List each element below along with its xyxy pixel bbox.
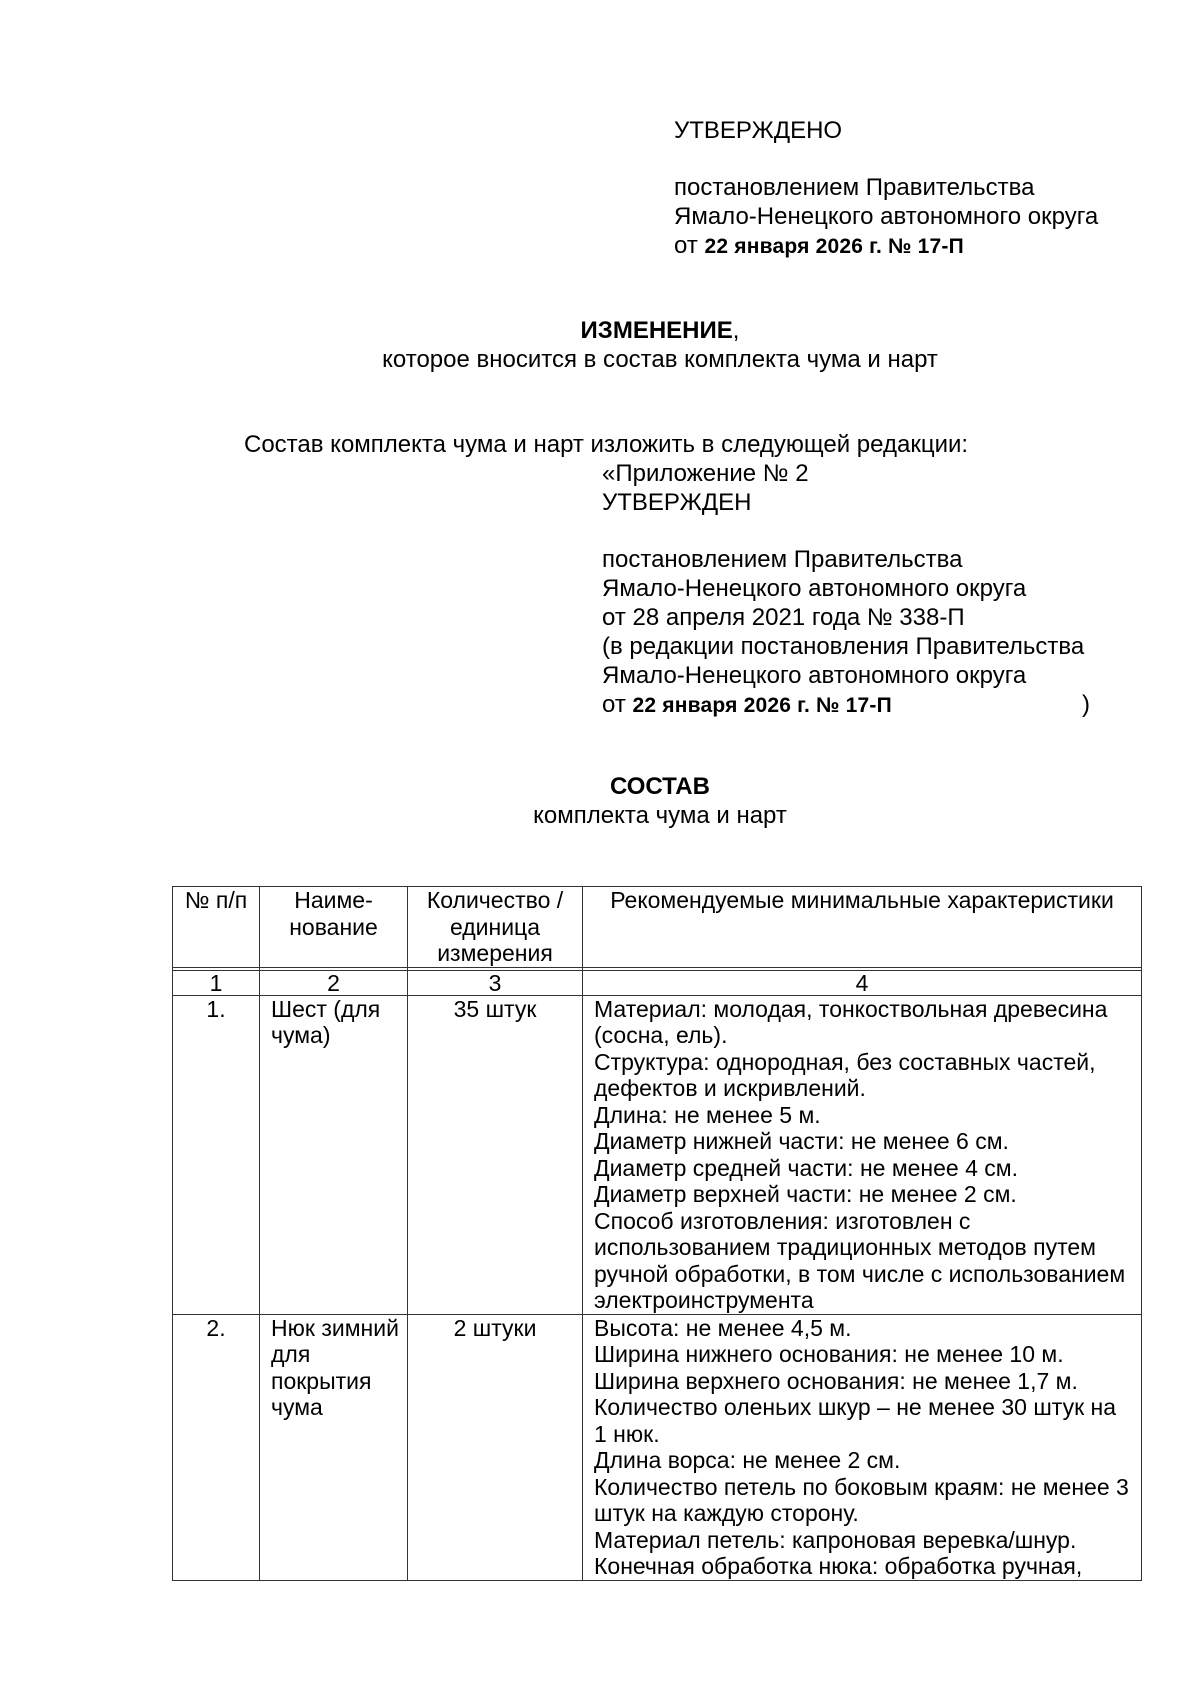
composition-title: СОСТАВ [610, 773, 710, 800]
row-name: Шест (для чума) [260, 995, 408, 1314]
spec-line: Ширина верхнего основания: не менее 1,7 м. [594, 1367, 1078, 1394]
spec-line: Ширина нижнего основания: не менее 10 м. [594, 1341, 1064, 1367]
column-number-1: 1 [173, 970, 260, 995]
appendix-block [602, 459, 1172, 720]
approval-line-2: Ямало-Ненецкого автономного округа [674, 203, 1099, 230]
row-number: 2. [173, 1314, 260, 1580]
appendix-line-6: (в редакции постановления Правительства [602, 633, 1085, 660]
row-characteristics [583, 1314, 1142, 1580]
composition-table [172, 886, 1142, 1581]
approval-line-1: постановлением Правительства [674, 174, 1035, 201]
table-row [173, 995, 1142, 1314]
appendix-date-prefix: от [602, 691, 626, 718]
change-title-suffix: , [732, 317, 740, 344]
header-number: № п/п [173, 887, 260, 968]
column-number-3: 3 [408, 970, 583, 995]
change-subtitle: которое вносится в состав комплекта чума и нарт [382, 346, 938, 373]
appendix-line-2: УТВЕРЖДЕН [602, 489, 752, 516]
spec-line: Высота: не менее 4,5 м. [594, 1314, 852, 1341]
spec-line: Количество оленьих шкур – не менее 30 штук на 1 нюк. [594, 1394, 1117, 1447]
spec-line: Диаметр верхней части: не менее 2 см. [594, 1181, 1017, 1207]
change-heading [0, 316, 1200, 374]
header-characteristics: Рекомендуемые минимальные характеристики [583, 887, 1142, 968]
spec-line: Длина: не менее 5 м. [594, 1101, 821, 1128]
table-row [173, 1314, 1142, 1580]
spec-line: Материал: молодая, тонкоствольная древесина (сосна, ель). [594, 995, 1108, 1048]
column-number-4: 4 [583, 970, 1142, 995]
approval-block [674, 116, 1174, 261]
appendix-line-1: «Приложение № 2 [602, 460, 809, 487]
spec-line: Материал петель: капроновая веревка/шнур. [594, 1526, 1077, 1553]
appendix-closing-paren: ) [1082, 691, 1090, 718]
spec-line: Количество петель по боковым краям: не менее 3 штук на каждую сторону. [594, 1473, 1129, 1526]
header-quantity: Количество /единица измерения [408, 887, 583, 968]
column-number-row [173, 970, 1142, 995]
approval-date-stamp: 22 января 2026 г. № 17-П [704, 235, 964, 258]
spec-line: Диаметр нижней части: не менее 6 см. [594, 1128, 1009, 1154]
table-header-row [173, 887, 1142, 968]
approval-date-line [674, 231, 1174, 261]
approval-heading: УТВЕРЖДЕНО [674, 117, 843, 144]
approval-date-prefix: от [674, 232, 698, 259]
intro-text: Состав комплекта чума и нарт изложить в следующей редакции: [244, 431, 969, 458]
row-number: 1. [173, 995, 260, 1314]
row-characteristics [583, 995, 1142, 1314]
header-name: Наиме-нование [260, 887, 408, 968]
appendix-line-3: постановлением Правительства [602, 546, 963, 573]
change-title-line [0, 316, 1200, 345]
row-name: Нюк зимний для покрытия чума [260, 1314, 408, 1580]
composition-heading [0, 772, 1200, 830]
row-quantity: 35 штук [408, 995, 583, 1314]
spec-line: Структура: однородная, без составных частей, дефектов и искривлений. [594, 1048, 1096, 1101]
composition-subtitle: комплекта чума и нарт [533, 802, 787, 829]
appendix-line-5: от 28 апреля 2021 года № 338-П [602, 604, 965, 631]
spec-line: Способ изготовления: изготовлен с использованием традиционных методов путем ручной обработки, в том числе с использованием электроинструмента [594, 1207, 1126, 1313]
row-quantity: 2 штуки [408, 1314, 583, 1580]
appendix-date-line [602, 690, 1172, 720]
appendix-date-stamp: 22 января 2026 г. № 17-П [632, 694, 892, 717]
appendix-line-4: Ямало-Ненецкого автономного округа [602, 575, 1027, 602]
column-number-2: 2 [260, 970, 408, 995]
appendix-line-7: Ямало-Ненецкого автономного округа [602, 662, 1027, 689]
spec-line: Диаметр средней части: не менее 4 см. [594, 1154, 1018, 1181]
spec-line: Конечная обработка нюка: обработка ручная, [594, 1553, 1083, 1579]
change-title: ИЗМЕНЕНИЕ [580, 317, 733, 344]
spec-line: Длина ворса: не менее 2 см. [594, 1447, 901, 1473]
